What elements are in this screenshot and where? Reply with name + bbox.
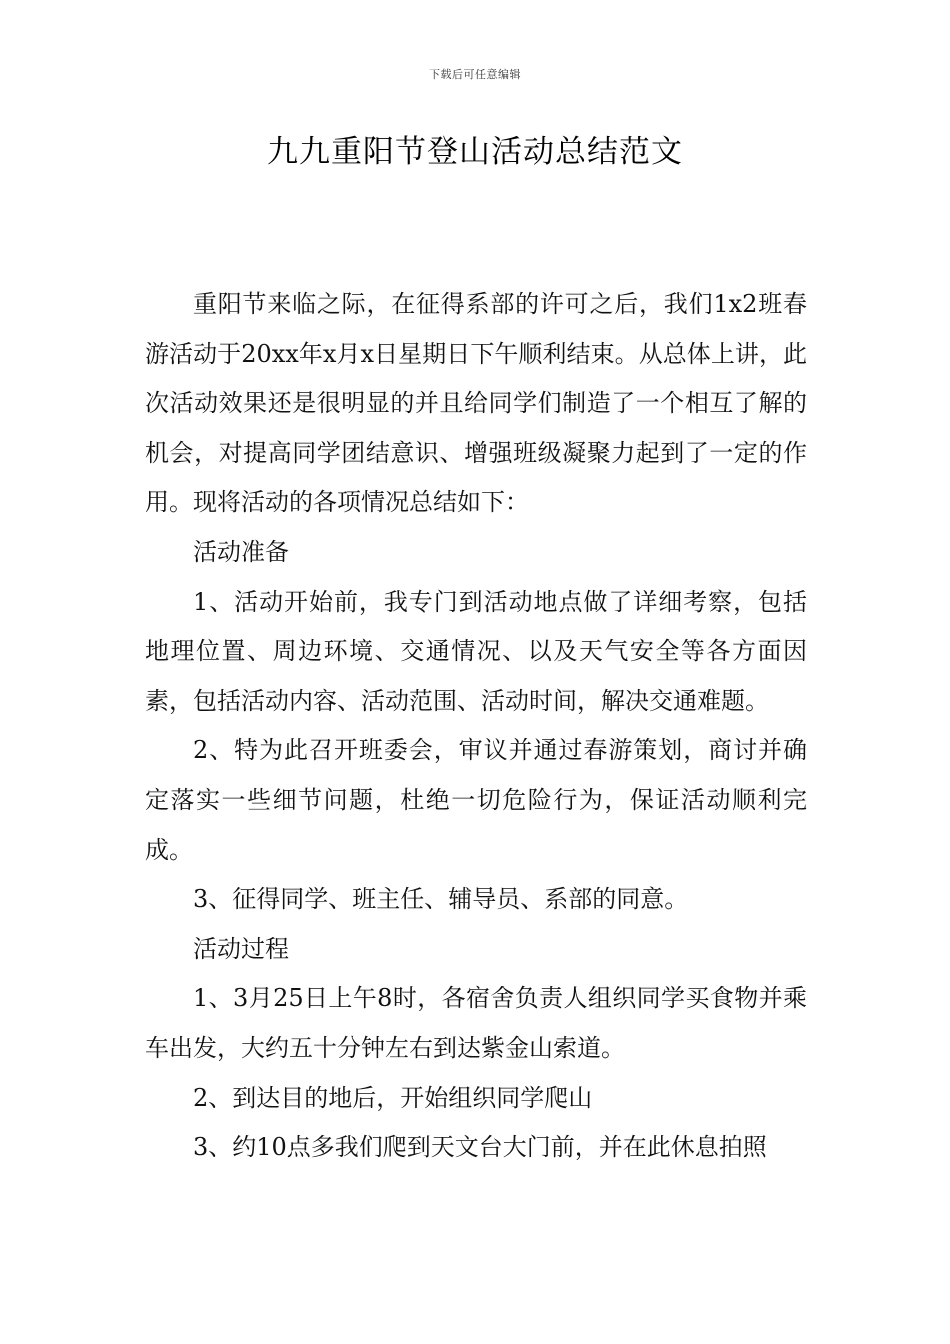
- document-title: 九九重阳节登山活动总结范文: [267, 134, 683, 170]
- paragraph-process-2: 2、到达目的地后，开始组织同学爬山: [193, 1083, 593, 1112]
- paragraph-intro: 重阳节来临之际，在征得系部的许可之后，我们1x2班春游活动于20xx年x月x日星期日下午顺利结束。从总体上讲，此次活动效果还是很明显的并且给同学们制造了一个相互了解的机会，对提高同学团结意识、增强班级凝聚力起到了一定的作用。现将活动的各项情况总结如下：: [145, 290, 807, 517]
- paragraph-preparation-1: 1、活动开始前，我专门到活动地点做了详细考察，包括地理位置、周边环境、交通情况、以及天气安全等各方面因素，包括活动内容、活动范围、活动时间，解决交通难题。: [145, 587, 807, 715]
- section-heading-process: 活动过程: [193, 934, 289, 963]
- paragraph-preparation-3: 3、征得同学、班主任、辅导员、系部的同意。: [193, 885, 689, 914]
- document-body: [145, 280, 807, 1173]
- paragraph-preparation-2: 2、特为此召开班委会，审议并通过春游策划，商讨并确定落实一些细节问题，杜绝一切危险行为，保证活动顺利完成。: [145, 736, 807, 864]
- paragraph-process-3: 3、约10点多我们爬到天文台大门前，并在此休息拍照: [193, 1133, 767, 1162]
- paragraph-process-1: 1、3月25日上午8时，各宿舍负责人组织同学买食物并乘车出发，大约五十分钟左右到达紫金山索道。: [145, 984, 807, 1062]
- page-header-note: 下载后可任意编辑: [429, 68, 521, 81]
- section-heading-preparation: 活动准备: [193, 537, 289, 566]
